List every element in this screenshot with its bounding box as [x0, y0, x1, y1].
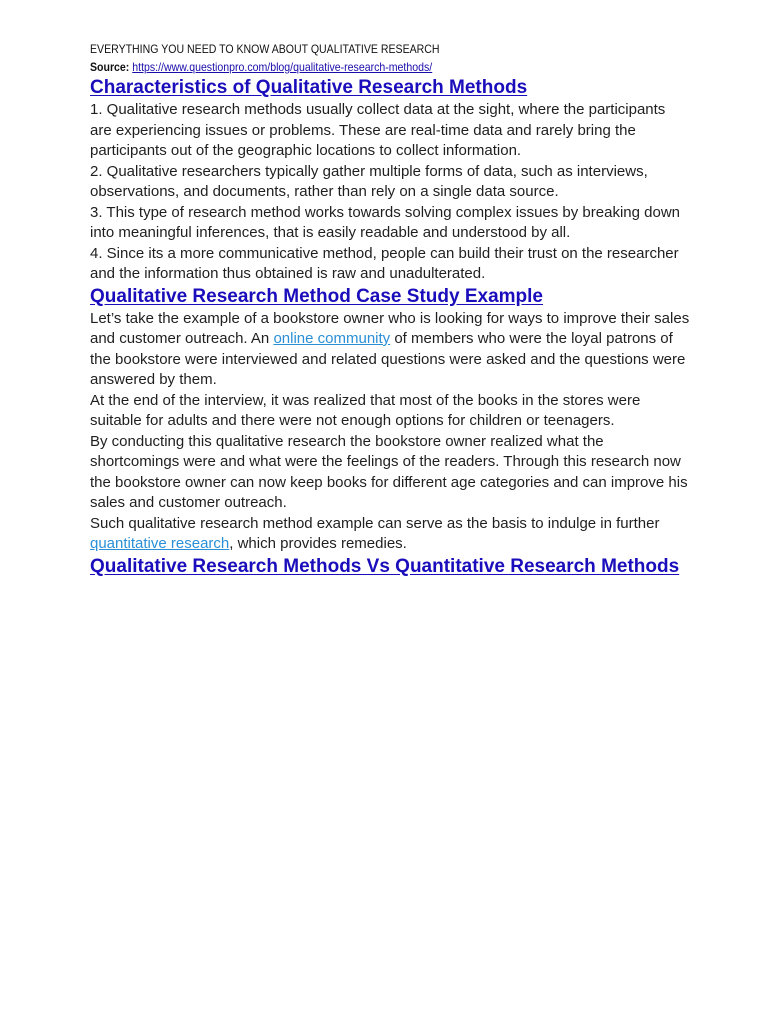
online-community-link[interactable]: online community [273, 330, 391, 347]
heading-link-case-study[interactable]: Qualitative Research Method Case Study Example [90, 285, 543, 307]
section-heading-characteristics [90, 76, 690, 100]
quantitative-research-link[interactable]: quantitative research [90, 535, 230, 552]
paragraph-case-study-conclusion [90, 514, 690, 555]
case-study-conclusion-text-b: , which provides remedies. [229, 535, 407, 552]
paragraph-characteristic-4: 4. Since its a more communicative method, people can build their trust on the researcher and the information thus obtained is raw and unadulterated. [90, 244, 679, 282]
document-title: EVERYTHING YOU NEED TO KNOW ABOUT QUALITATIVE RESEARCH [90, 42, 440, 56]
source-line [90, 58, 688, 76]
paragraph-characteristic-3: 3. This type of research method works towards solving complex issues by breaking down into meaningful inferences, that is easily readable and understood by all. [90, 203, 681, 241]
paragraph-case-study-outcome: By conducting this qualitative research the bookstore owner realized what the shortcomings were and what were the feelings of the readers. Through this research now the bookstore owner can now keep books for different age categories and can improve his sales and customer outreach. [90, 432, 688, 511]
paragraph-case-study-intro [90, 309, 690, 391]
paragraph-case-study-finding: At the end of the interview, it was realized that most of the books in the stores were suitable for adults and there were not enough options for children or teenagers. [90, 391, 641, 429]
document-page [90, 40, 690, 579]
heading-link-characteristics[interactable]: Characteristics of Qualitative Research Methods [90, 77, 528, 98]
heading-link-comparison[interactable]: Qualitative Research Methods Vs Quantitative Research Methods [90, 555, 680, 577]
case-study-intro-text-a: Let’s take the example of a bookstore owner who is looking for ways to improve their sales and customer outreach. An [90, 309, 690, 347]
section-heading-case-study [90, 285, 690, 309]
source-link[interactable]: https://www.questionpro.com/blog/qualitative-research-methods/ [132, 60, 433, 74]
source-label: Source: [90, 60, 130, 74]
document-header [90, 40, 688, 76]
case-study-conclusion-text-a: Such qualitative research method example can serve as the basis to indulge in further [90, 514, 660, 532]
section-heading-comparison [90, 555, 690, 579]
paragraph-characteristic-2: 2. Qualitative researchers typically gather multiple forms of data, such as interviews, observations, and documents, rather than rely on a single data source. [90, 162, 648, 200]
case-study-intro-text-b: of members who were the loyal patrons of the bookstore were interviewed and related questions were asked and the questions were answered by them. [90, 330, 686, 388]
paragraph-characteristic-1: 1. Qualitative research methods usually collect data at the sight, where the participants are experiencing issues or problems. These are real-time data and rarely bring the participants out of the geographic locations to collect information. [90, 101, 666, 159]
